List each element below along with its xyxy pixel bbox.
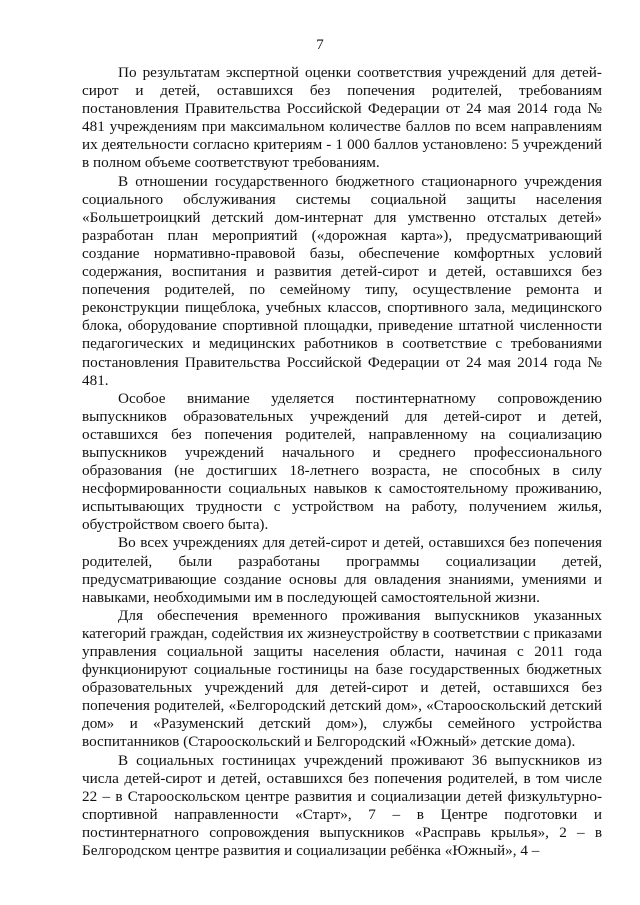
- paragraph-social-hotels: Для обеспечения временного проживания выпускников указанных категорий граждан, содействия их жизнеустройству в соответствии с приказами управления социальной защиты населения области, начиная с 2011 года функционируют социальные гостиницы на базе государственных бюджетных образовательных учреждений для детей-сирот и детей, оставшихся без попечения родителей, «Белгородский детский дом», «Старооскольский детский дом» и «Разуменский детский дом»), службы семейного устройства воспитанников (Старооскольский и Белгородский «Южный» детские дома).: [82, 606, 602, 751]
- paragraph-socialization-programs: Во всех учреждениях для детей-сирот и детей, оставшихся без попечения родителей, были разработаны программы социализации детей, предусматривающие создание основы для овладения знаниями, умениями и навыками, необходимыми им в последующей самостоятельной жизни.: [82, 534, 602, 606]
- paragraph-post-boarding-support: Особое внимание уделяется постинтернатному сопровождению выпускников образовательных учреждений для детей-сирот и детей, оставшихся без попечения родителей, направленному на социализацию выпускников учреждений начального и среднего профессионального образования (не достигших 18-летнего возраста, не способных в силу несформированности социальных навыков к самостоятельному проживанию, испытывающих трудности с устройством на работу, получением жилья, обустройством своего быта).: [82, 389, 602, 534]
- paragraph-expert-assessment: По результатам экспертной оценки соответствия учреждений для детей-сирот и детей, оставшихся без попечения родителей, требованиям постановления Правительства Российской Федерации от 24 мая 2014 года № 481 учреждениям при максимальном количестве баллов по всем направлениям их деятельности согласно критериям - 1 000 баллов установлено: 5 учреждений в полном объеме соответствуют требованиям.: [82, 64, 602, 172]
- page-number: 7: [316, 37, 324, 53]
- paragraph-roadmap: В отношении государственного бюджетного стационарного учреждения социального обслуживания системы социальной защиты населения «Большетроицкий детский дом-интернат для умственно отсталых детей» разработан план мероприятий («дорожная карта»), предусматривающий создание нормативно-правовой базы, обеспечение комфортных условий содержания, воспитания и развития детей-сирот и детей, оставшихся без попечения родителей, по семейному типу, осуществление ремонта и реконструкции пищеблока, учебных классов, спортивного зала, медицинского блока, оборудование спортивной площадки, приведение штатной численности педагогических и медицинских работников в соответствие с требованиями постановления Правительства Российской Федерации от 24 мая 2014 года № 481.: [82, 172, 602, 389]
- paragraph-hotel-residents: В социальных гостиницах учреждений проживают 36 выпускников из числа детей-сирот и детей, оставшихся без попечения родителей, в том числе 22 – в Старооскольском центре развития и социализации детей физкультурно-спортивной направленности «Старт», 7 – в Центре подготовки и постинтернатного сопровождения выпускников «Расправь крылья», 2 – в Белгородском центре развития и социализации ребёнка «Южный», 4 –: [82, 751, 602, 860]
- document-body: [82, 64, 602, 860]
